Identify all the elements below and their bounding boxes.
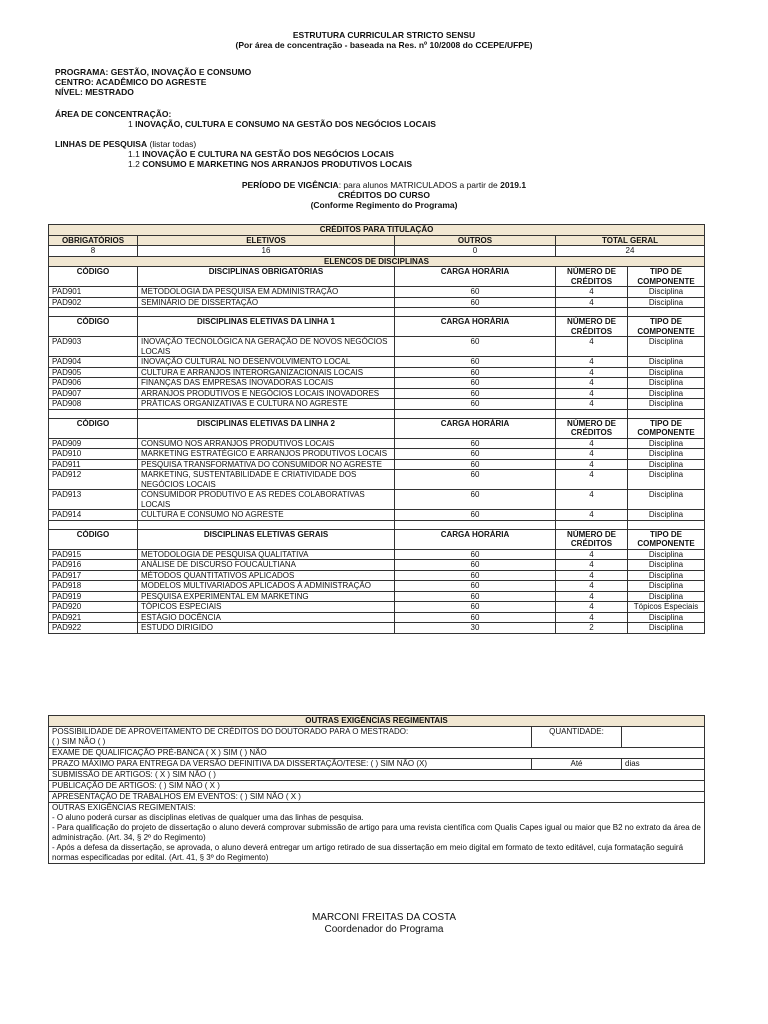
course-type: Disciplina [628,459,705,470]
area-label: ÁREA DE CONCENTRAÇÃO: [55,109,172,119]
course-type: Tópicos Especiais [628,602,705,613]
table-row [49,399,705,410]
signature-name: MARCONI FREITAS DA COSTA [311,912,457,923]
table-row [49,367,705,378]
table-row [49,297,705,308]
course-code: PAD910 [49,449,138,460]
course-code: PAD907 [49,388,138,399]
area-name: INOVAÇÃO, CULTURA E CONSUMO NA GESTÃO DOS NEGÓCIOS LOCAIS [135,119,436,129]
course-code: PAD914 [49,510,138,521]
course-code: PAD913 [49,490,138,510]
course-code: PAD917 [49,570,138,581]
course-credits: 4 [556,591,628,602]
course-type: Disciplina [628,612,705,623]
table-row [49,337,705,357]
course-credits: 4 [556,438,628,449]
qualificacao-row: EXAME DE QUALIFICAÇÃO PRÉ-BANCA ( X ) SIM ( ) NÃO [49,748,705,759]
course-code: PAD919 [49,591,138,602]
course-type: Disciplina [628,399,705,410]
course-credits: 4 [556,602,628,613]
table-row [49,357,705,368]
course-credits: 4 [556,560,628,571]
course-name: MÉTODOS QUANTITATIVOS APLICADOS [138,570,395,581]
apresentacao-row: APRESENTAÇÃO DE TRABALHOS EM EVENTOS: ( ) SIM NÃO ( X ) [49,792,705,803]
course-credits: 2 [556,623,628,634]
table-row [49,459,705,470]
section-header-row [49,418,705,438]
course-code: PAD902 [49,297,138,308]
vigencia-label: PERÍODO DE VIGÊNCIA [241,180,339,190]
course-credits: 4 [556,612,628,623]
course-code: PAD906 [49,378,138,389]
course-hours: 60 [395,490,556,510]
program-level: NÍVEL: MESTRADO [55,87,134,97]
course-credits: 4 [556,378,628,389]
course-name: MARKETING, SUSTENTABILIDADE E CRIATIVIDADE DOS NEGÓCIOS LOCAIS [138,470,395,490]
section-header-row [49,317,705,337]
course-type: Disciplina [628,287,705,298]
outras-exigencias: OUTRAS EXIGÊNCIAS REGIMENTAIS: - O aluno poderá cursar as disciplinas eletivas de qualquer uma das linhas de pesquisa. - Para qualificação do projeto de dissertação o aluno deverá comprovar submissão de artigo para uma revista científica com Qualis Capes igual ou maior que B2 no extrato da área de administração. (Art. 34, § 2º do Regimento) - Após a defesa da dissertação, se aprovada, o aluno deverá entregar um artigo retirado de sua dissertação em meio digital em formato de texto editável, cuja formatação seguirá normas especificadas por edital. (Art. 41, § 3º do Regimento) [49,803,705,864]
course-credits: 4 [556,549,628,560]
course-type: Disciplina [628,490,705,510]
vigencia-year: 2019.1 [500,180,527,190]
table-row [49,612,705,623]
table-row [49,510,705,521]
aproveitamento-cell: POSSIBILIDADE DE APROVEITAMENTO DE CRÉDITOS DO DOUTORADO PARA O MESTRADO: ( ) SIM NÃO ( ) [49,727,532,748]
course-name: CULTURA E CONSUMO NO AGRESTE [138,510,395,521]
course-name: TÓPICOS ESPECIAIS [138,602,395,613]
column-header: TIPO DE COMPONENTE [628,267,705,287]
course-code: PAD920 [49,602,138,613]
course-name: FINANÇAS DAS EMPRESAS INOVADORAS LOCAIS [138,378,395,389]
course-hours: 60 [395,570,556,581]
document-title: ESTRUTURA CURRICULAR STRICTO SENSU [292,30,476,40]
course-hours: 60 [395,378,556,389]
table-row [49,378,705,389]
program-info [55,67,705,97]
column-header: CARGA HORÁRIA [395,418,556,438]
course-code: PAD915 [49,549,138,560]
course-name: CONSUMO NOS ARRANJOS PRODUTIVOS LOCAIS [138,438,395,449]
prazo-ate: Até [532,759,622,770]
table-row [49,581,705,592]
regimento-note: (Conforme Regimento do Programa) [310,200,458,210]
course-hours: 60 [395,602,556,613]
requirement-note: - Após a defesa da dissertação, se aprovada, o aluno deverá entregar um artigo retirado de sua dissertação em meio digital em formato de texto editável, cuja formatação seguirá normas especificadas por edital. (Art. 41, § 3º do Regimento) [52,843,684,862]
course-hours: 60 [395,612,556,623]
course-code: PAD903 [49,337,138,357]
credits-value: 8 [49,246,138,257]
course-type: Disciplina [628,623,705,634]
course-type: Disciplina [628,357,705,368]
credits-header: OUTROS [395,235,556,246]
course-hours: 60 [395,560,556,571]
course-credits: 4 [556,297,628,308]
course-hours: 60 [395,367,556,378]
program-name: PROGRAMA: GESTÃO, INOVAÇÃO E CONSUMO [55,67,252,77]
course-code: PAD918 [49,581,138,592]
course-name: CULTURA E ARRANJOS INTERORGANIZACIONAIS LOCAIS [138,367,395,378]
column-header: NÚMERO DE CRÉDITOS [556,529,628,549]
course-name: METODOLOGIA DE PESQUISA QUALITATIVA [138,549,395,560]
course-credits: 4 [556,459,628,470]
line-item: 1.1 INOVAÇÃO E CULTURA NA GESTÃO DOS NEGÓCIOS LOCAIS [128,149,394,159]
area-number: 1 [128,119,133,129]
course-type: Disciplina [628,581,705,592]
course-credits: 4 [556,287,628,298]
column-header: CÓDIGO [49,317,138,337]
course-credits: 4 [556,388,628,399]
elencos-title: ELENCOS DE DISCIPLINAS [49,256,705,267]
table-row [49,591,705,602]
lines-note: (listar todas) [149,139,197,149]
credits-title: CRÉDITOS PARA TITULAÇÃO [49,225,705,236]
course-code: PAD909 [49,438,138,449]
course-credits: 4 [556,337,628,357]
column-header: DISCIPLINAS ELETIVAS DA LINHA 1 [138,317,395,337]
course-credits: 4 [556,490,628,510]
course-type: Disciplina [628,591,705,602]
course-type: Disciplina [628,570,705,581]
course-hours: 60 [395,399,556,410]
column-header: DISCIPLINAS ELETIVAS DA LINHA 2 [138,418,395,438]
column-header: NÚMERO DE CRÉDITOS [556,418,628,438]
column-header: CARGA HORÁRIA [395,317,556,337]
course-type: Disciplina [628,510,705,521]
course-name: ESTUDO DIRIGIDO [138,623,395,634]
course-code: PAD901 [49,287,138,298]
course-name: MODELOS MULTIVARIADOS APLICADOS À ADMINISTRAÇÃO [138,581,395,592]
course-hours: 60 [395,510,556,521]
column-header: NÚMERO DE CRÉDITOS [556,267,628,287]
area-block [55,109,705,129]
column-header: DISCIPLINAS OBRIGATÓRIAS [138,267,395,287]
column-header: NÚMERO DE CRÉDITOS [556,317,628,337]
course-name: ANÁLISE DE DISCURSO FOUCAULTIANA [138,560,395,571]
course-type: Disciplina [628,297,705,308]
signature-role: Coordenador do Programa [324,924,444,935]
course-hours: 60 [395,470,556,490]
course-credits: 4 [556,570,628,581]
course-hours: 60 [395,459,556,470]
course-code: PAD911 [49,459,138,470]
table-row [49,438,705,449]
course-name: INOVAÇÃO TECNOLÓGICA NA GERAÇÃO DE NOVOS NEGÓCIOS LOCAIS [138,337,395,357]
course-credits: 4 [556,367,628,378]
course-hours: 60 [395,337,556,357]
course-name: CONSUMIDOR PRODUTIVO E AS REDES COLABORATIVAS LOCAIS [138,490,395,510]
course-type: Disciplina [628,378,705,389]
credits-value: 0 [395,246,556,257]
column-header: CÓDIGO [49,267,138,287]
course-name: METODOLOGIA DA PESQUISA EM ADMINISTRAÇÃO [138,287,395,298]
requirements-table [48,715,705,864]
course-name: MARKETING ESTRATÉGICO E ARRANJOS PRODUTIVOS LOCAIS [138,449,395,460]
course-hours: 60 [395,287,556,298]
course-code: PAD908 [49,399,138,410]
submissao-row: SUBMISSÃO DE ARTIGOS: ( X ) SIM NÃO ( ) [49,770,705,781]
spacer-row [49,308,705,317]
credits-header: OBRIGATÓRIOS [49,235,138,246]
requirements-title: OUTRAS EXIGÊNCIAS REGIMENTAIS [49,716,705,727]
course-hours: 60 [395,549,556,560]
course-hours: 60 [395,591,556,602]
course-type: Disciplina [628,388,705,399]
table-row [49,560,705,571]
table-row [49,449,705,460]
section-header-row [49,267,705,287]
course-credits: 4 [556,470,628,490]
spacer-row [49,520,705,529]
course-credits: 4 [556,510,628,521]
credits-value: 24 [556,246,705,257]
curriculum-table [48,224,705,634]
course-name: INOVAÇÃO CULTURAL NO DESENVOLVIMENTO LOCAL [138,357,395,368]
course-name: SEMINÁRIO DE DISSERTAÇÃO [138,297,395,308]
course-code: PAD905 [49,367,138,378]
course-code: PAD916 [49,560,138,571]
research-lines [55,139,705,169]
prazo-row: PRAZO MÁXIMO PARA ENTREGA DA VERSÃO DEFINITIVA DA DISSERTAÇÃO/TESE: ( ) SIM NÃO (X) [49,759,532,770]
lines-label: LINHAS DE PESQUISA [55,139,148,149]
credits-header: TOTAL GERAL [556,235,705,246]
quantidade-value [622,727,705,748]
table-row [49,549,705,560]
course-code: PAD922 [49,623,138,634]
quantidade-label: QUANTIDADE: [532,727,622,748]
course-credits: 4 [556,357,628,368]
vigencia-text: : para alunos MATRICULADOS a partir de [338,180,501,190]
course-type: Disciplina [628,560,705,571]
course-hours: 60 [395,388,556,399]
table-row [49,623,705,634]
requirement-note: - O aluno poderá cursar as disciplinas eletivas de qualquer uma das linhas de pesquisa. [52,813,364,822]
course-type: Disciplina [628,337,705,357]
course-code: PAD904 [49,357,138,368]
credits-value: 16 [138,246,395,257]
column-header: CARGA HORÁRIA [395,267,556,287]
document-subtitle: (Por área de concentração - baseada na Res. nº 10/2008 do CCEPE/UFPE) [235,40,533,50]
course-type: Disciplina [628,449,705,460]
course-name: PESQUISA TRANSFORMATIVA DO CONSUMIDOR NO AGRESTE [138,459,395,470]
requirement-note: - Para qualificação do projeto de dissertação o aluno deverá comprovar submissão de artigo para uma revista científica com Qualis Capes igual ou maior que B2 no extrato da área de administração. (Art. 34, § 2º do Regimento) [52,823,701,842]
course-credits: 4 [556,449,628,460]
table-row [49,470,705,490]
signature-block [0,912,768,936]
section-header-row [49,529,705,549]
column-header: CÓDIGO [49,418,138,438]
column-header: TIPO DE COMPONENTE [628,529,705,549]
publicacao-row: PUBLICAÇÃO DE ARTIGOS: ( ) SIM NÃO ( X ) [49,781,705,792]
course-name: PESQUISA EXPERIMENTAL EM MARKETING [138,591,395,602]
table-row [49,602,705,613]
program-center: CENTRO: ACADÊMICO DO AGRESTE [55,77,207,87]
credits-header: ELETIVOS [138,235,395,246]
table-row [49,388,705,399]
creditos-title: CRÉDITOS DO CURSO [338,190,430,200]
column-header: CARGA HORÁRIA [395,529,556,549]
column-header: CÓDIGO [49,529,138,549]
course-hours: 60 [395,438,556,449]
column-header: DISCIPLINAS ELETIVAS GERAIS [138,529,395,549]
course-name: ARRANJOS PRODUTIVOS E NEGÓCIOS LOCAIS INOVADORES [138,388,395,399]
spacer-row [49,409,705,418]
course-type: Disciplina [628,438,705,449]
course-type: Disciplina [628,549,705,560]
course-code: PAD912 [49,470,138,490]
prazo-dias: dias [622,759,705,770]
course-type: Disciplina [628,367,705,378]
vigencia-block [0,180,768,210]
table-row [49,570,705,581]
document-header [0,30,768,50]
course-hours: 60 [395,357,556,368]
table-row [49,490,705,510]
column-header: TIPO DE COMPONENTE [628,418,705,438]
course-hours: 60 [395,297,556,308]
course-code: PAD921 [49,612,138,623]
course-name: PRÁTICAS ORGANIZATIVAS E CULTURA NO AGRESTE [138,399,395,410]
line-item: 1.2 CONSUMO E MARKETING NOS ARRANJOS PRODUTIVOS LOCAIS [128,159,413,169]
course-name: ESTÁGIO DOCÊNCIA [138,612,395,623]
course-hours: 60 [395,449,556,460]
course-hours: 60 [395,581,556,592]
table-row [49,287,705,298]
course-credits: 4 [556,581,628,592]
course-credits: 4 [556,399,628,410]
course-type: Disciplina [628,470,705,490]
course-hours: 30 [395,623,556,634]
column-header: TIPO DE COMPONENTE [628,317,705,337]
